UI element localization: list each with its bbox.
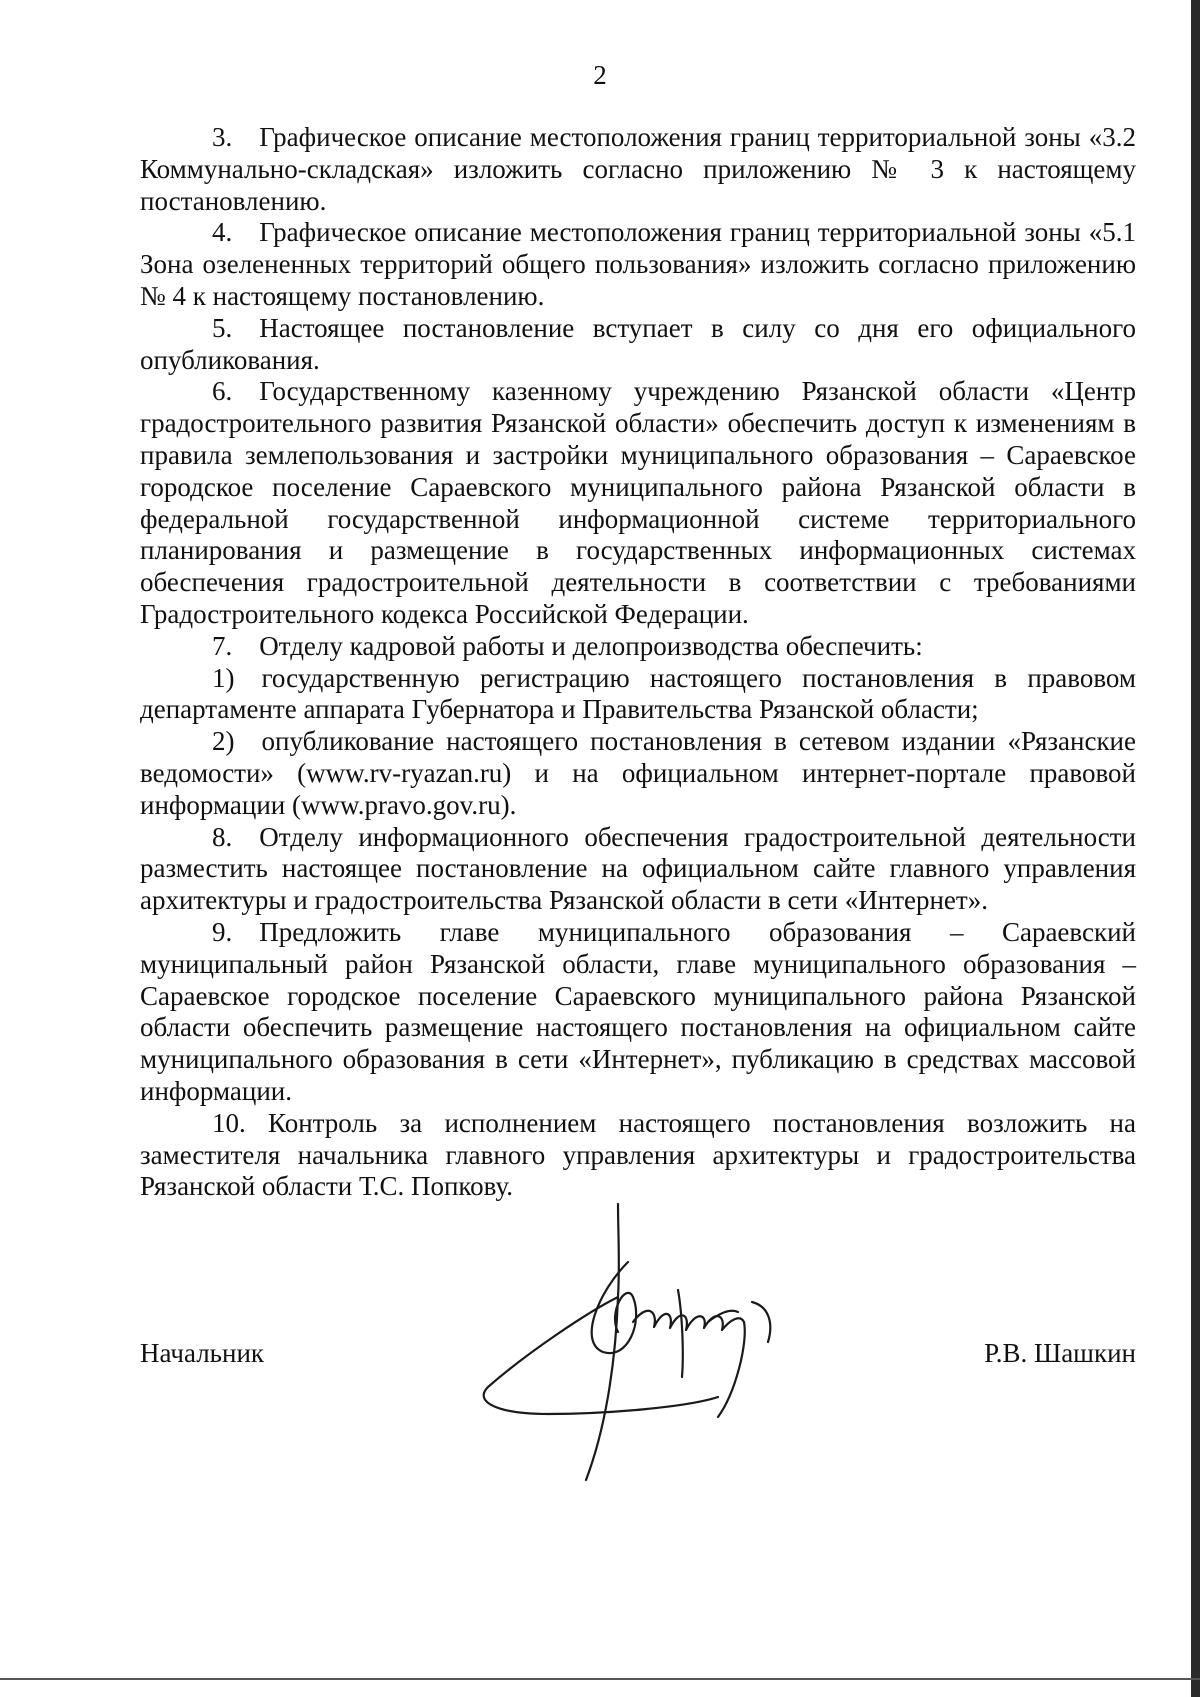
paragraph-item-6: 6. Государственному казенному учреждению Рязанской области «Центр градостроительного развития Рязанской области» обеспечить доступ к изменениям в правила землепользования и застройки муниципального образования – Сараевское городское поселение Сараевского муниципального района Рязанской области в федеральной государственной информационной системе территориального планирования и размещение в государственных информационных системах обеспечения градостроительной деятельности в соответствии с требованиями Градостроительного кодекса Российской Федерации. (140, 376, 1136, 629)
paragraph-subitem-2: 2) опубликование настоящего постановления в сетевом издании «Рязанские ведомости» (www.rv-ryazan.ru) и на официальном интернет-портале правовой информации (www.pravo.gov.ru). (140, 726, 1136, 820)
paragraph-item-5: 5. Настоящее постановление вступает в силу со дня его официального опубликования. (140, 312, 1136, 375)
page-edge-border (1191, 0, 1200, 1697)
page-bottom-rule (0, 1678, 1200, 1680)
paragraph-item-9: 9. Предложить главе муниципального образования – Сараевский муниципальный район Рязанской области, главе муниципального образования – Сараевское городское поселение Сараевского муниципального района Рязанской области обеспечить размещение настоящего постановления на официальном сайте муниципального образования в сети «Интернет», публикацию в средствах массовой информации. (140, 916, 1136, 1106)
paragraph-item-8: 8. Отделу информационного обеспечения градостроительной деятельности разместить настоящее постановление на официальном сайте главного управления архитектуры и градостроительства Рязанской области в сети «Интернет». (140, 821, 1136, 916)
page-number: 2 (593, 60, 607, 90)
paragraph-subitem-1: 1) государственную регистрацию настоящего постановления в правовом департаменте аппарата Губернатора и Правительства Рязанской области; (140, 662, 1136, 725)
paragraph-item-4: 4. Графическое описание местоположения границ территориальной зоны «5.1 Зона озелененных территорий общего пользования» изложить согласно приложению № 4 к настоящему постановлению. (140, 217, 1136, 311)
handwritten-signature (468, 1202, 828, 1492)
signatory-position: Начальник (140, 1338, 265, 1368)
signatory-name: Р.В. Шашкин (984, 1338, 1136, 1368)
paragraph-item-10: 10. Контроль за исполнением настоящего постановления возложить на заместителя начальника главного управления архитектуры и градостроительства Рязанской области Т.С. Попкову. (140, 1107, 1136, 1202)
paragraph-item-7: 7. Отделу кадровой работы и делопроизводства обеспечить: (212, 630, 923, 661)
document-body (140, 122, 1136, 1203)
paragraph-item-3: 3. Графическое описание местоположения границ территориальной зоны «3.2 Коммунально-складская» изложить согласно приложению № 3 к настоящему постановлению. (140, 122, 1136, 216)
